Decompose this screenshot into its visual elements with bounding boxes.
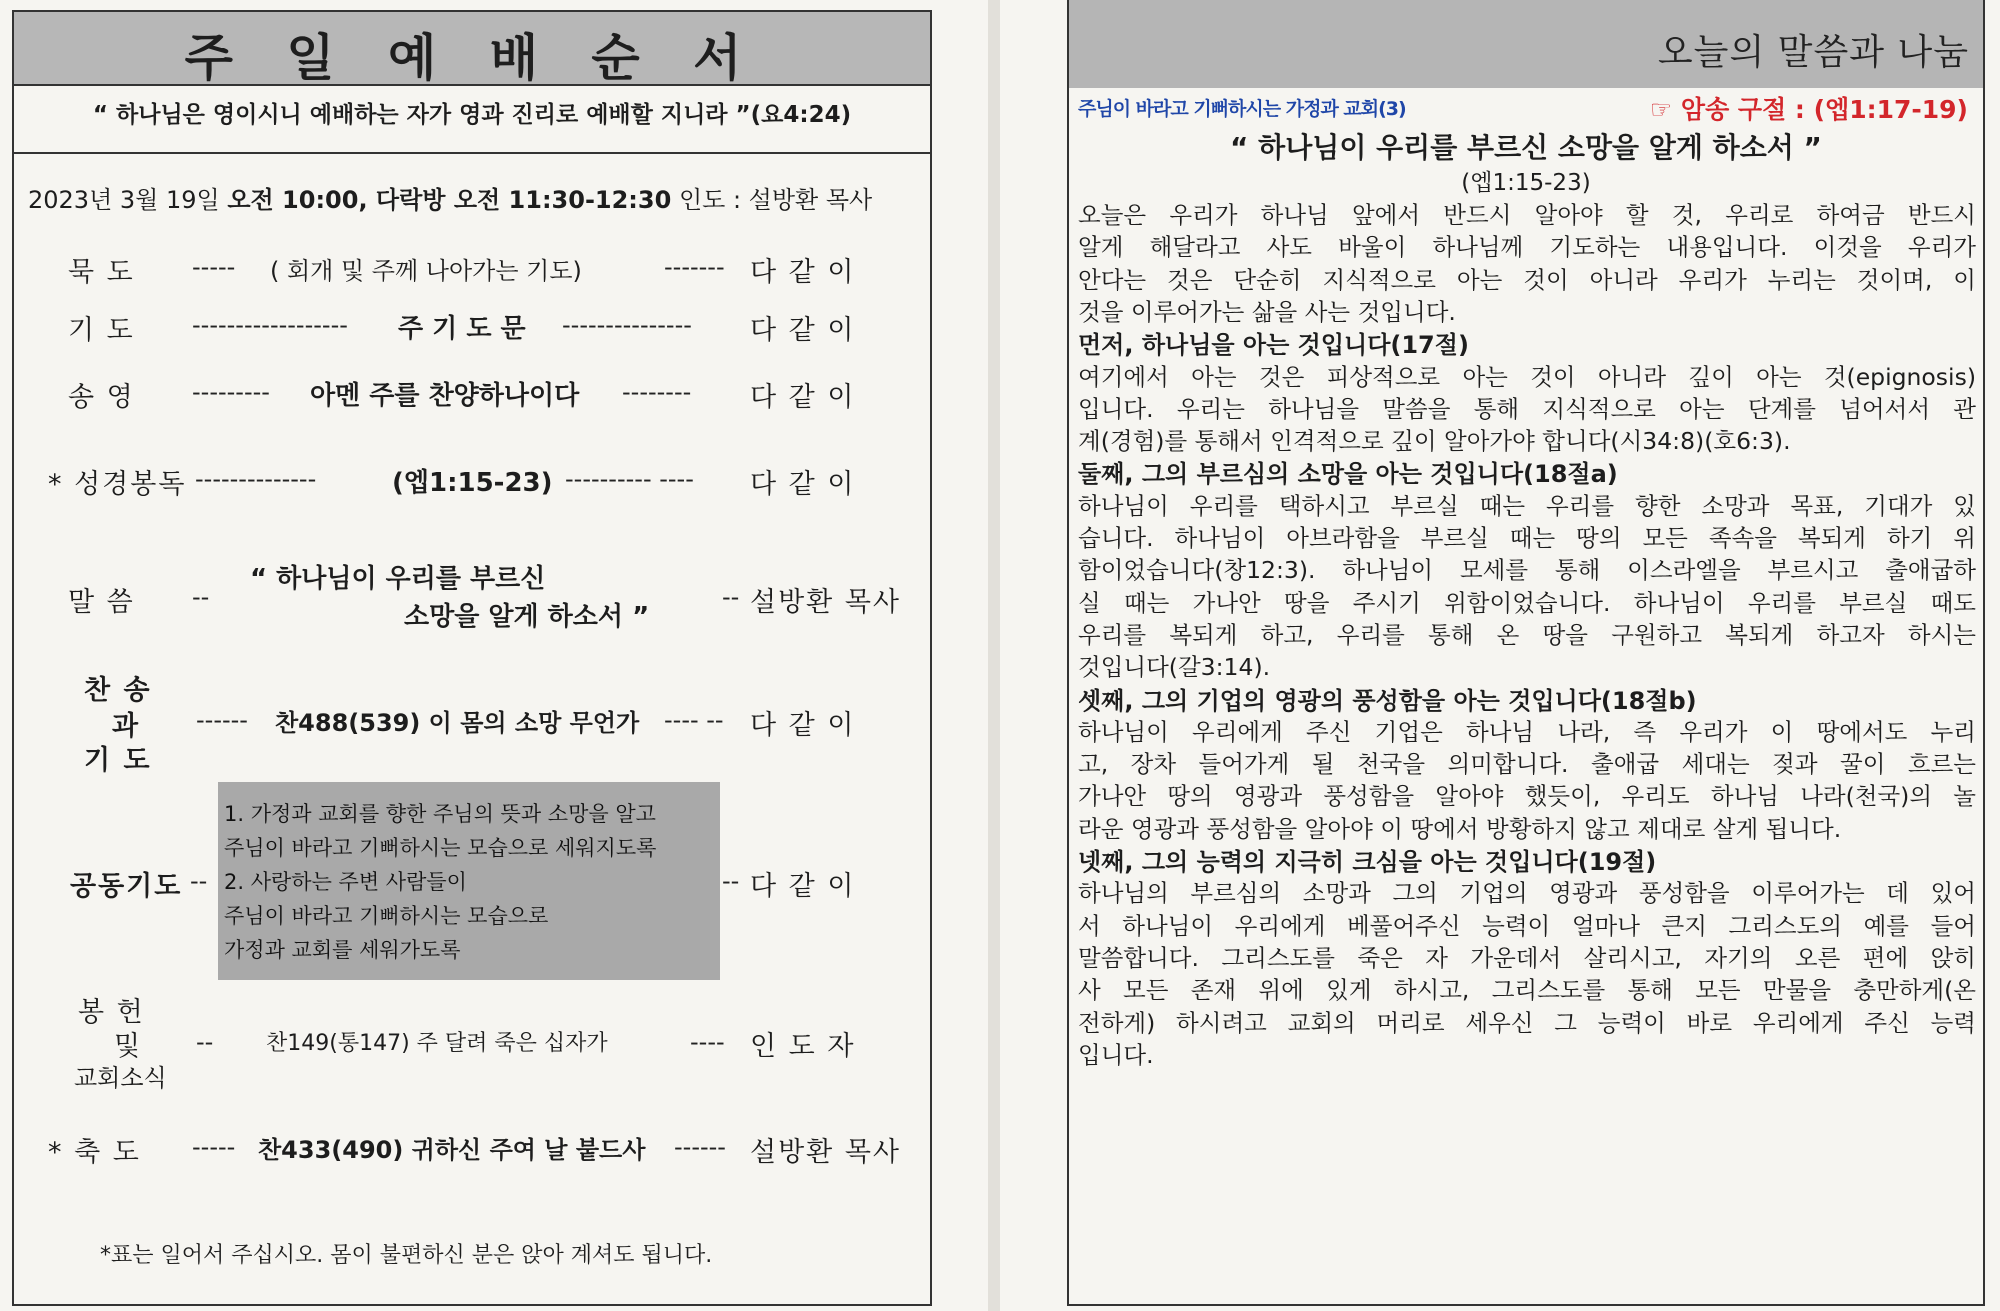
service-times: 오전 10:00, 다락방 오전 11:30-12:30 (227, 186, 672, 214)
order-content: 주 기 도 문 (398, 314, 526, 344)
body-line: 여기에서 아는 것은 피상적으로 아는 것이 아니라 깊이 아는 것(epignosis) (1078, 362, 1976, 391)
body-line: 함이었습니다(창12:3). 하나님이 모세를 통해 이스라엘을 부르시고 출애굽하 (1078, 556, 1976, 585)
order-leader: 다 같 이 (750, 382, 856, 413)
service-leader: 인도 : 설방환 목사 (671, 186, 873, 214)
sermon-title: “ 하나님이 우리를 부르신 소망을 알게 하소서 ” (1230, 131, 1822, 164)
memory-verse: ☞ 암송 구절 : (엡1:17-19) (1649, 95, 1968, 124)
order-label: * 축 도 (48, 1137, 141, 1168)
body-line: 가나안 땅의 영광과 풍성함을 알아야 했듯이, 우리도 하나님 나라(천국)의 놀 (1078, 782, 1976, 811)
prayer-line: 주님이 바라고 기뻐하시는 모습으로 세워지도록 (224, 836, 657, 860)
order-label: 송 영 (68, 382, 135, 413)
leader-dashes: -------- (622, 378, 692, 406)
leader-dashes: ----- (192, 1133, 236, 1161)
section-heading: 먼저, 하나님을 아는 것입니다(17절) (1078, 331, 1469, 360)
body-line: 고, 장차 들어가게 될 천국을 의미합니다. 출애굽 세대는 젖과 꿀이 흐르는 (1078, 750, 1976, 779)
body-line: 오늘은 우리가 하나님 앞에서 반드시 알아야 할 것, 우리로 하여금 반드시 (1078, 201, 1976, 229)
leader-dashes: -- (192, 583, 210, 611)
body-line: 하나님의 부르심의 소망과 그의 기업의 영광과 풍성함을 이루어가는 데 있어 (1078, 879, 1976, 908)
order-label: 기 도 (68, 315, 135, 346)
body-line: 안다는 것은 단순히 지식적으로 아는 것이 아니라 우리가 누리는 것이며, 이 (1078, 265, 1976, 294)
service-date: 2023년 3월 19일 (28, 186, 228, 214)
prayer-line: 1. 가정과 교회를 향한 주님의 뜻과 소망을 알고 (224, 802, 656, 826)
common-prayer-box (218, 782, 720, 980)
body-line: 알게 해달라고 사도 바울이 하나님께 기도하는 내용입니다. 이것을 우리가 (1078, 233, 1976, 262)
sermon-title-line-1: “ 하나님이 우리를 부르신 (250, 564, 546, 594)
leader-dashes: -- (722, 867, 740, 895)
body-line: 하나님이 우리를 택하시고 부르실 때는 우리를 향한 소망과 목표, 기대가 있 (1078, 491, 1976, 520)
leader-dashes: --------- (192, 378, 270, 406)
order-label: 및 (114, 1031, 143, 1062)
body-line: 라운 영광과 풍성함을 알아야 이 땅에서 방황하지 않고 제대로 살게 됩니다. (1078, 814, 1842, 843)
body-line: 것을 이루어가는 삶을 사는 것입니다. (1078, 297, 1456, 326)
leader-dashes: ------------------ (192, 311, 348, 339)
standing-footnote: *표는 일어서 주십시오. 몸이 불편하신 분은 앉아 계셔도 됩니다. (100, 1243, 713, 1268)
section-heading: 셋째, 그의 기업의 영광의 풍성함을 아는 것입니다(18절b) (1078, 686, 1697, 715)
order-content: 찬488(539) 이 몸의 소망 무언가 (275, 709, 640, 737)
leader-dashes: -- (722, 583, 740, 611)
body-line: 사 모든 존재 위에 있게 하시고, 그리스도를 통해 모든 만물을 충만하게(온 (1078, 976, 1976, 1005)
leader-dashes: -- (190, 867, 208, 895)
order-content: 찬433(490) 귀하신 주여 날 붙드사 (258, 1136, 646, 1164)
leader-dashes: ------- (664, 253, 725, 281)
sermon-title-line-2: 소망을 알게 하소서 ” (404, 602, 650, 632)
sermon-notes-title: 오늘의 말씀과 나눔 (1657, 32, 1969, 73)
body-line: 입니다. (1078, 1040, 1154, 1069)
order-label: * 성경봉독 (48, 469, 187, 500)
theme-verse: “ 하나님은 영이시니 예배하는 자가 영과 진리로 예배할 지니라 ”(요4:24) (92, 102, 852, 128)
order-leader: 다 같 이 (750, 469, 856, 500)
body-line: 서 하나님이 우리에게 베풀어주신 능력이 얼마나 큰지 그리스도의 예를 들어 (1078, 911, 1976, 940)
order-leader: 다 같 이 (750, 871, 856, 902)
leader-dashes: -------------- (195, 465, 317, 493)
leader-dashes: ---- (690, 1028, 725, 1056)
order-label: 묵 도 (68, 257, 135, 288)
body-line: 습니다. 하나님이 아브라함을 부르실 때는 땅의 모든 족속을 복되게 하기 위 (1078, 524, 1976, 552)
order-label: 과 (112, 711, 141, 742)
prayer-line: 가정과 교회를 세워가도록 (224, 938, 461, 962)
body-line: 하나님이 우리에게 주신 기업은 하나님 나라, 즉 우리가 이 땅에서도 누리 (1078, 717, 1976, 746)
order-leader: 설방환 목사 (750, 587, 901, 618)
body-line: 말씀합니다. 그리스도를 죽은 자 가운데서 살리시고, 자기의 오른 편에 앉히 (1078, 943, 1976, 972)
order-label: 봉 헌 (78, 997, 145, 1028)
leader-dashes: ----- (192, 253, 236, 281)
leader-dashes: -- (196, 1028, 214, 1056)
leader-dashes: ---- -- (664, 706, 724, 734)
order-leader: 다 같 이 (750, 257, 856, 288)
service-info (28, 180, 872, 215)
prayer-line: 2. 사랑하는 주변 사람들이 (224, 870, 467, 894)
order-label: 말 씀 (68, 587, 135, 618)
worship-order-page (0, 0, 990, 1311)
worship-order-title: 주 일 예 배 순 서 (184, 29, 760, 87)
order-label: 공동기도 (70, 871, 183, 902)
prayer-line: 주님이 바라고 기뻐하시는 모습으로 (224, 904, 549, 928)
leader-dashes: ------ (674, 1133, 726, 1161)
order-content: 찬149(통147) 주 달려 죽은 십자가 (266, 1031, 608, 1056)
section-heading: 넷째, 그의 능력의 지극히 크심을 아는 것입니다(19절) (1078, 848, 1657, 876)
leader-dashes: --------------- (562, 311, 692, 339)
leader-dashes: ---------- ---- (565, 465, 694, 493)
body-line: 실 때는 가나안 땅을 주시기 위함이었습니다. 하나님이 우리를 부르실 때도 (1078, 588, 1976, 617)
body-line: 전하게) 하시려고 교회의 머리로 세우신 그 능력이 바로 우리에게 주신 능력 (1078, 1008, 1976, 1037)
body-line: 우리를 복되게 하고, 우리를 통해 온 땅을 구원하고 복되게 하고자 하시는 (1078, 620, 1976, 649)
order-leader: 인 도 자 (750, 1031, 856, 1062)
order-label: 기 도 (84, 745, 152, 776)
order-content: ( 회개 및 주께 나아가는 기도) (270, 257, 582, 285)
order-leader: 다 같 이 (750, 710, 856, 741)
sermon-reference: (엡1:15-23) (1461, 170, 1591, 196)
order-content: 아멘 주를 찬양하나이다 (310, 381, 580, 411)
divider (12, 152, 932, 154)
order-label: 찬 송 (84, 675, 152, 706)
leader-dashes: ------ (196, 706, 248, 734)
order-label: 교회소식 (74, 1064, 167, 1092)
order-leader: 다 같 이 (750, 315, 856, 346)
order-leader: 설방환 목사 (750, 1137, 901, 1168)
series-title: 주님이 바라고 기뻐하시는 가정과 교회(3) (1078, 98, 1406, 120)
body-line: 계(경험)를 통해서 인격적으로 깊이 알아가야 합니다(시34:8)(호6:3). (1078, 427, 1791, 456)
body-line: 입니다. 우리는 하나님을 말씀을 통해 지식적으로 아는 단계를 넘어서서 관 (1078, 394, 1976, 423)
order-content: (엡1:15-23) (392, 468, 553, 498)
section-heading: 둘째, 그의 부르심의 소망을 아는 것입니다(18절a) (1078, 460, 1618, 489)
body-line: 것입니다(갈3:14). (1078, 653, 1271, 682)
